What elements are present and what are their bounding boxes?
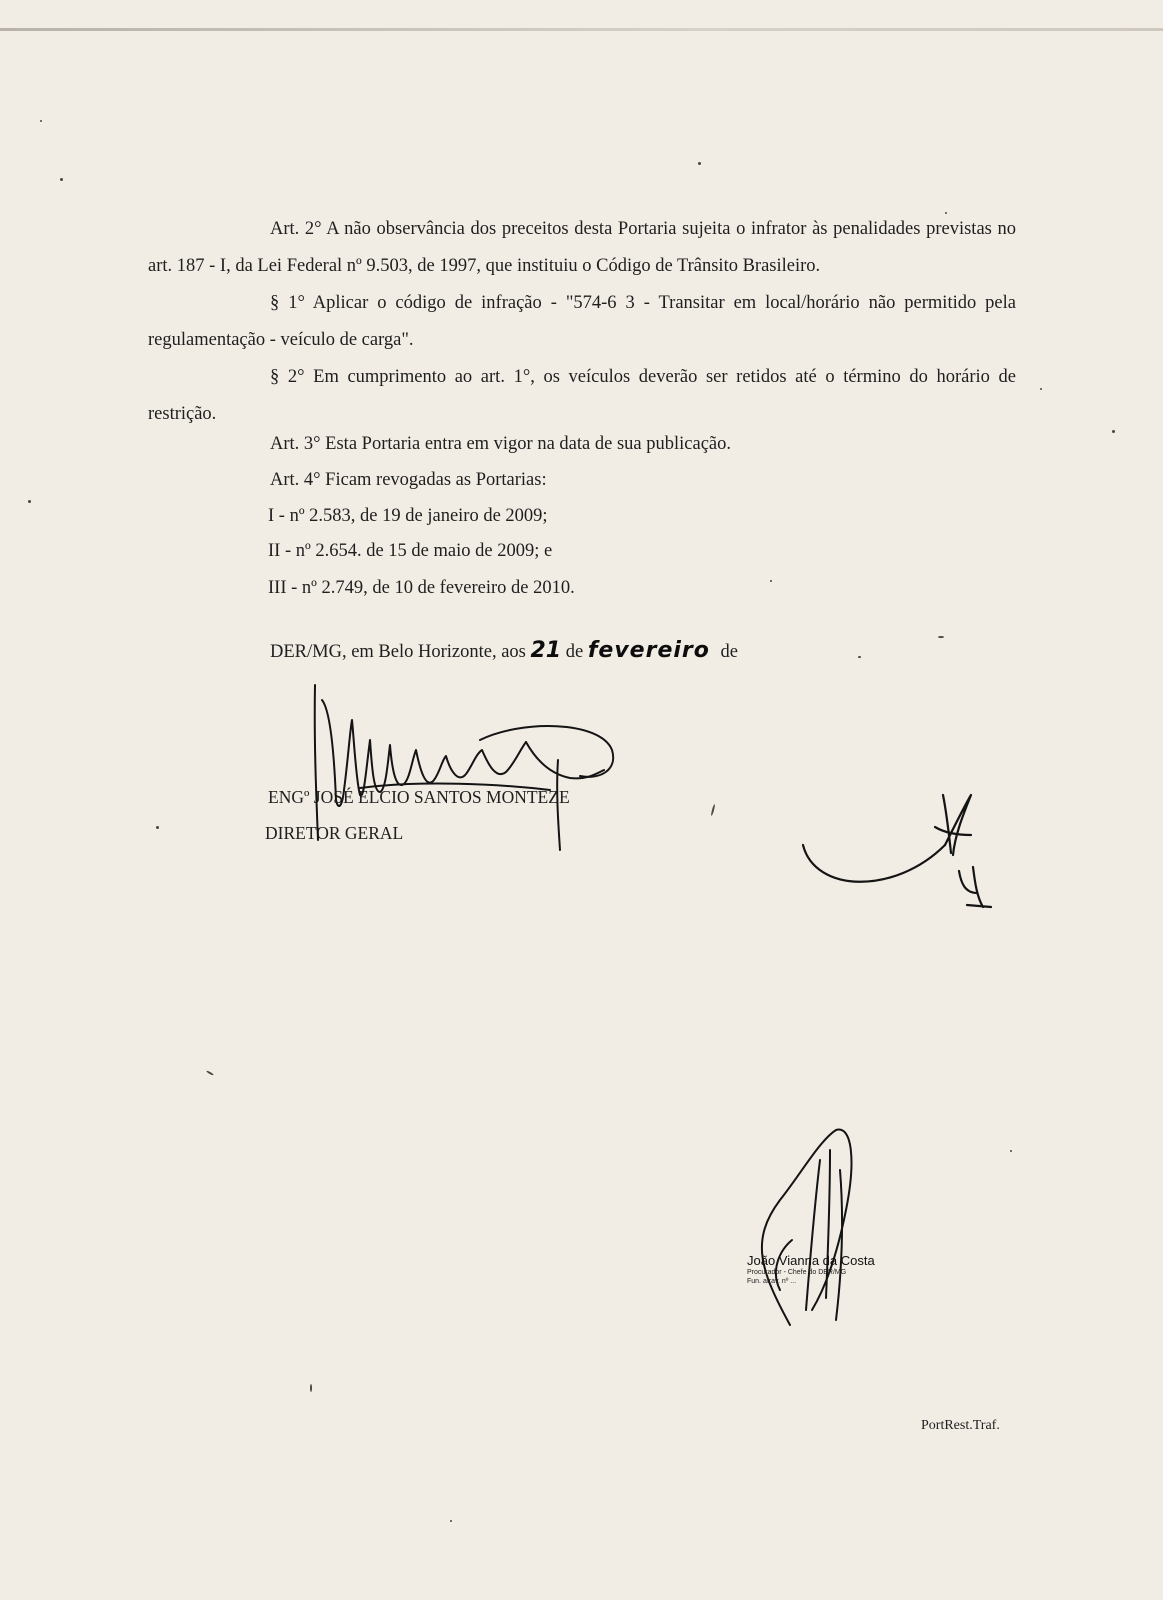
stamp-role: Procurador - Chefe do DER/MG	[747, 1269, 847, 1276]
scan-speck	[938, 636, 944, 638]
article-2-section-1: § 1° Aplicar o código de infração - "574-6 3 - Transitar em local/horário não permitido pela regulamentação - veículo de carga".	[148, 293, 1016, 350]
stamp-role-line2: Fun. atrav. nº ...	[747, 1278, 797, 1285]
scan-speck	[698, 162, 701, 165]
article-4-heading: Art. 4° Ficam revogadas as Portarias:	[270, 470, 547, 490]
footer-reference: PortRest.Traf.	[921, 1418, 1000, 1433]
scan-speck	[858, 656, 861, 658]
closing-place: DER/MG, em Belo Horizonte, aos	[270, 642, 526, 662]
article-3: Art. 3° Esta Portaria entra em vigor na data de sua publicação.	[270, 434, 731, 454]
scan-speck	[28, 500, 31, 503]
scan-speck	[710, 804, 715, 816]
article-2-section-2: § 2° Em cumprimento ao art. 1°, os veículos deverão ser retidos até o término do horário de restrição.	[148, 367, 1016, 424]
stamp-name: João Vianna da Costa	[747, 1253, 875, 1268]
revoked-item-1: I - nº 2.583, de 19 de janeiro de 2009;	[268, 506, 548, 526]
scan-speck	[1010, 1150, 1012, 1152]
signatory-name: ENGº JOSÉ ÉLCIO SANTOS MONTEZE	[268, 787, 570, 807]
closing-suffix: de	[720, 642, 738, 662]
closing-de: de	[565, 642, 584, 662]
scan-speck	[770, 580, 772, 582]
scan-speck	[40, 120, 42, 122]
scan-speck	[1112, 430, 1115, 433]
scan-speck	[156, 826, 159, 829]
scan-edge-line	[0, 28, 1163, 31]
scan-speck	[60, 178, 63, 181]
director-signature	[300, 680, 640, 860]
margin-rubric	[795, 775, 995, 920]
revoked-item-2: II - nº 2.654. de 15 de maio de 2009; e	[268, 541, 553, 561]
signatory-title: DIRETOR GERAL	[265, 823, 404, 843]
closing-day-handwritten: 21	[530, 638, 562, 663]
procurator-stamp	[747, 1254, 875, 1286]
procurator-signature	[740, 1120, 910, 1335]
scan-speck	[206, 1070, 214, 1076]
scan-speck	[1040, 388, 1042, 390]
article-2-paragraph: Art. 2° A não observância dos preceitos desta Portaria sujeita o infrator às penalidades previstas no art. 187 - I, da Lei Federal nº 9.503, de 1997, que instituiu o Código de Trânsito Brasileiro.	[148, 219, 1016, 276]
closing-month-handwritten: fevereiro	[587, 638, 710, 663]
scan-speck	[310, 1384, 312, 1392]
closing-line	[270, 640, 738, 663]
revoked-item-3: III - nº 2.749, de 10 de fevereiro de 2010.	[268, 578, 575, 598]
scan-speck	[450, 1520, 452, 1522]
